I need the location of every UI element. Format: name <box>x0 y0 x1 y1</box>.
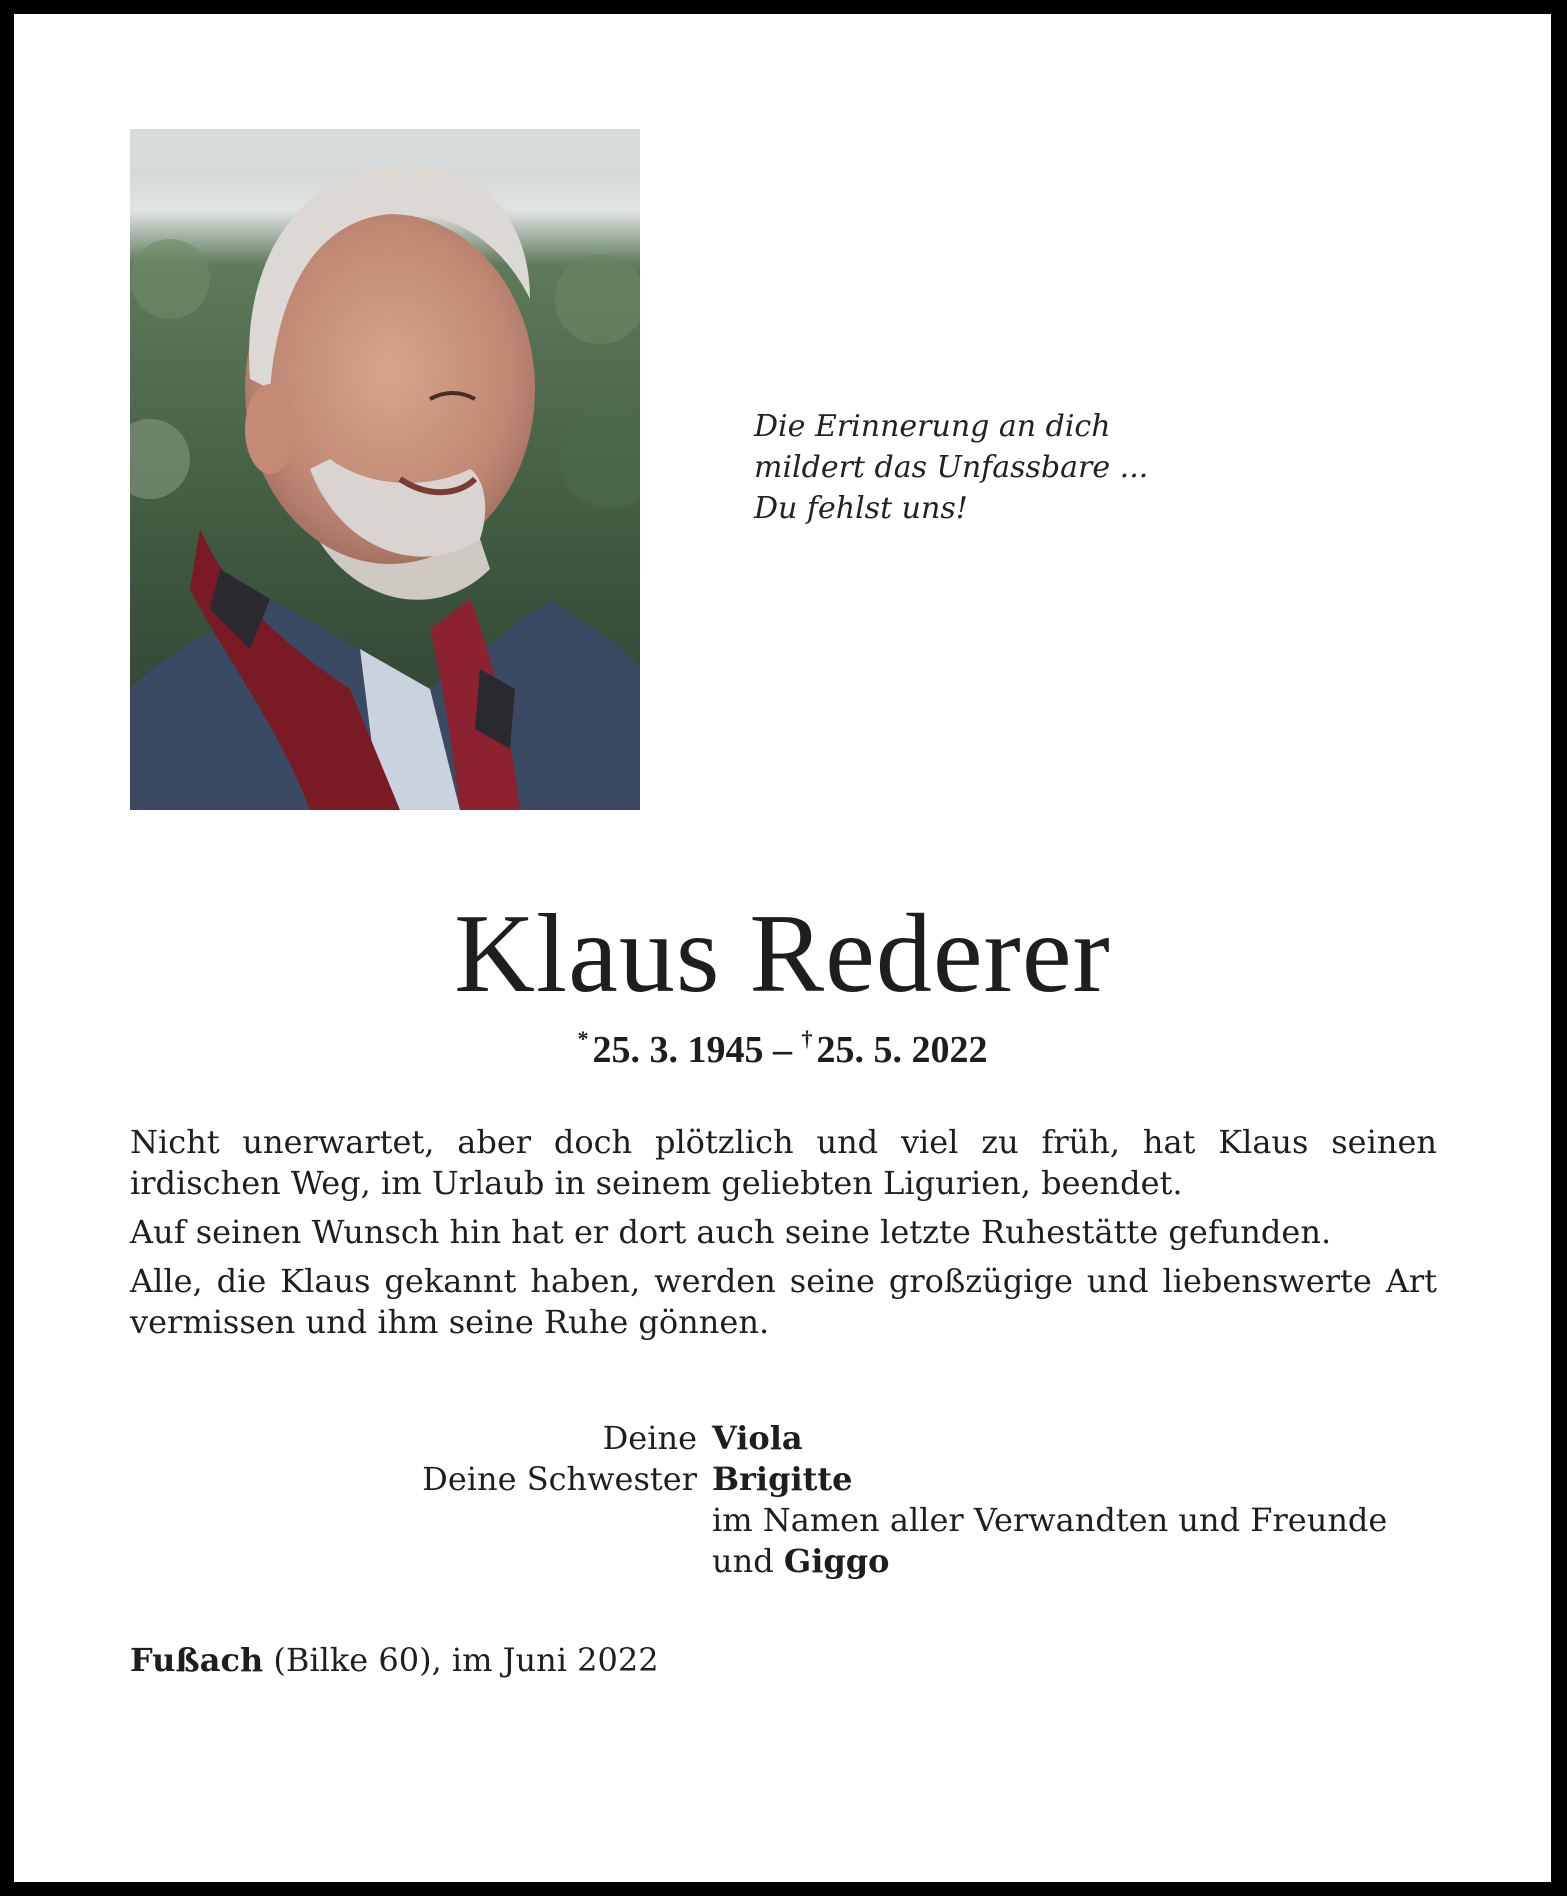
obituary-text <box>130 1122 1437 1351</box>
date-separator: – <box>763 1029 802 1071</box>
signature-name: Brigitte <box>712 1460 853 1498</box>
address-date: (Bilke 60), im Juni 2022 <box>273 1641 659 1679</box>
quote-line: Du fehlst uns! <box>754 491 968 526</box>
quote-line: Die Erinnerung an dich <box>754 409 1111 444</box>
signature-label: Deine <box>602 1419 697 1457</box>
signature-name: Giggo <box>783 1542 890 1580</box>
paragraph: Auf seinen Wunsch hin hat er dort auch seine letzte Ruhestätte gefunden. <box>130 1213 1332 1251</box>
signature-label: Deine Schwester <box>422 1460 697 1498</box>
paragraph: Nicht unerwartet, aber doch plötzlich und viel zu früh, hat Klaus seinen irdischen Weg, im Urlaub in seinem geliebten Ligurien, beendet. <box>130 1123 1437 1202</box>
obituary-page <box>14 14 1551 1882</box>
paragraph: Alle, die Klaus gekannt haben, werden seine großzügige und liebenswerte Art vermissen und ihm seine Ruhe gönnen. <box>130 1262 1437 1341</box>
place-date-line <box>130 1640 659 1681</box>
signature-prefix: und <box>712 1542 774 1580</box>
portrait-photo <box>130 129 640 810</box>
deceased-name: Klaus Rederer <box>454 892 1111 1016</box>
place-name: Fußach <box>130 1641 264 1679</box>
signature-note: im Namen aller Verwandten und Freunde <box>712 1501 1388 1539</box>
life-dates <box>14 1017 1551 1072</box>
memorial-quote <box>754 406 1148 529</box>
signature-name: Viola <box>712 1419 803 1457</box>
signature-line <box>712 1541 889 1582</box>
birth-symbol: * <box>577 1026 589 1051</box>
quote-line: mildert das Unfassbare ... <box>754 450 1149 485</box>
death-date: 25. 5. 2022 <box>816 1029 988 1071</box>
death-symbol: † <box>801 1026 813 1051</box>
birth-date: 25. 3. 1945 <box>592 1029 764 1071</box>
